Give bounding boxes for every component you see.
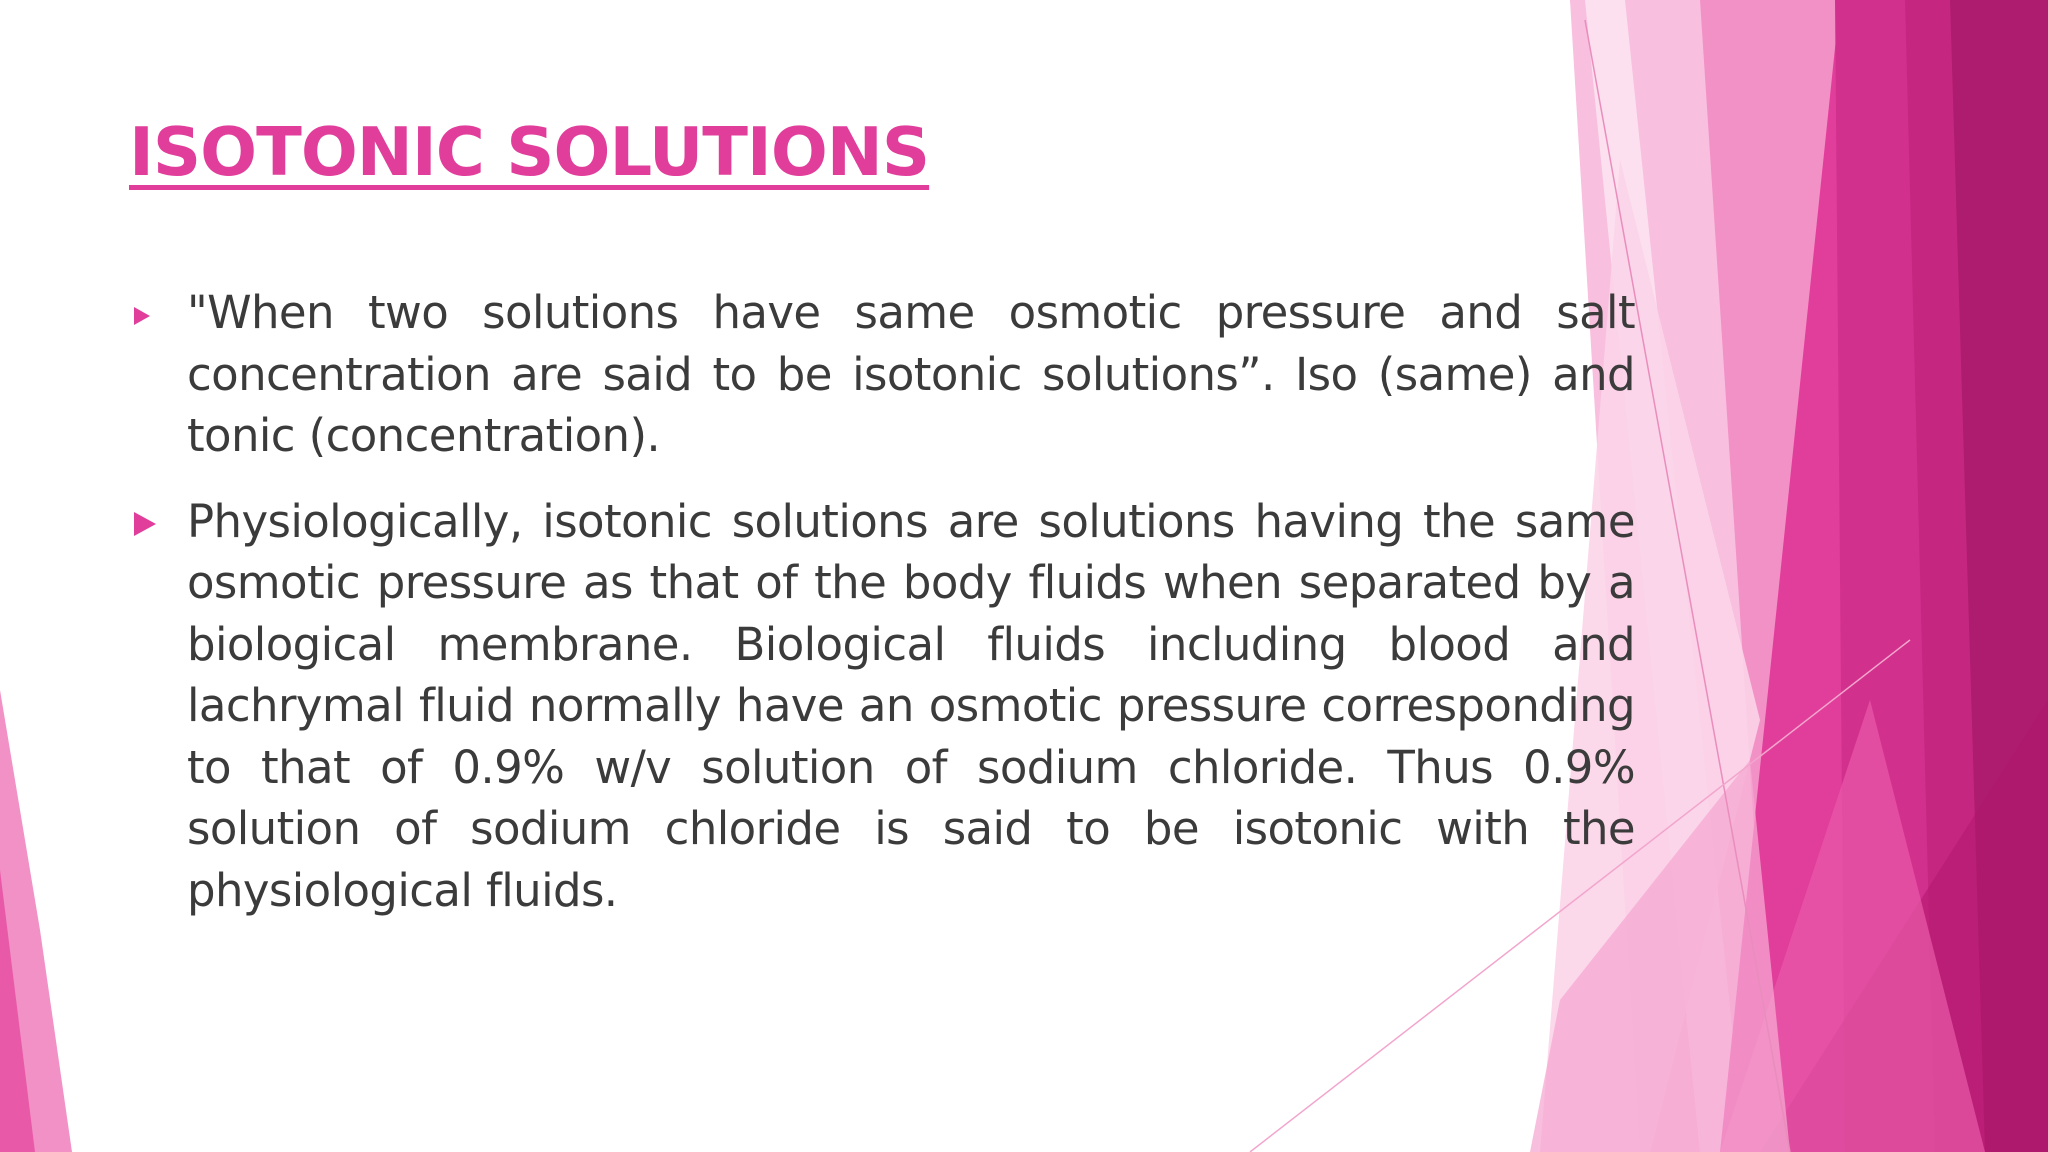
bullet-item bbox=[130, 282, 1635, 467]
bullet-item bbox=[130, 491, 1635, 922]
slide-title: ISOTONIC SOLUTIONS bbox=[129, 113, 930, 191]
triangle-bullet-icon bbox=[134, 307, 150, 325]
bullet-list bbox=[130, 282, 1635, 945]
bullet-text: "When two solutions have same osmotic pressure and salt concentration are said to be isotonic solutions”. Iso (same) and tonic (concentration). bbox=[187, 286, 1635, 462]
triangle-bullet-icon bbox=[134, 512, 156, 536]
bullet-text: Physiologically, isotonic solutions are solutions having the same osmotic pressure as that of the body fluids when separated by a biological membrane. Biological fluids including blood and lachrymal fluid normally have an osmotic pressure corresponding to that of 0.9% w/v solution of sodium chloride. Thus 0.9% solution of sodium chloride is said to be isotonic with the physiological fluids. bbox=[187, 494, 1635, 917]
